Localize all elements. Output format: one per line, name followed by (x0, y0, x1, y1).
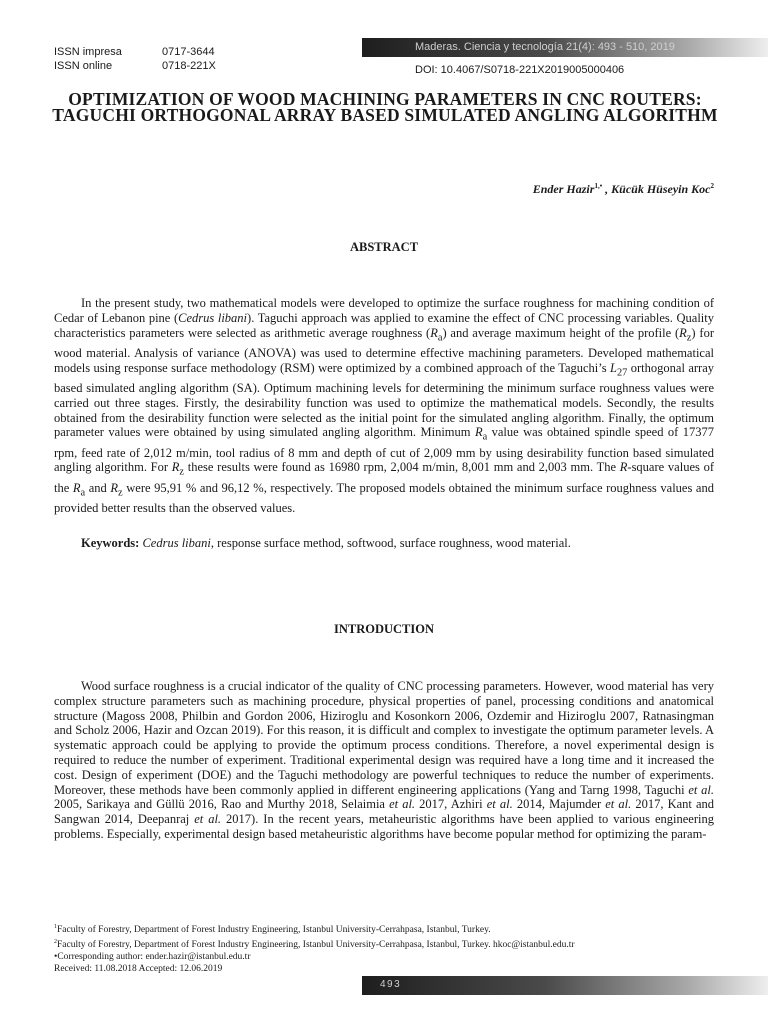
footnote-2 (54, 936, 575, 951)
symbol-l: L (610, 360, 617, 375)
abstract-span: orthogonal array based simulated angling algorithm (SA). Optimum machining levels for determining the minimum surface roughness values were carried out three stages. Firstly, the desirability function was used to optimize the mathematical models. Secondly, the results obtained from the desirability function were selected as the initial point for the simulated angling algorithm. Finally, the optimum parameter values were obtained by using simulated angling algorithm. Minimum (54, 360, 715, 440)
paper-title: OPTIMIZATION OF WOOD MACHINING PARAMETERS IN CNC ROUTERS: TAGUCHI ORTHOGONAL ARRAY BASED SIMULATED ANGLING ALGORITHM (52, 89, 718, 125)
symbol-sub: a (482, 431, 488, 443)
abstract-span: these results were found as 16980 rpm, 2,004 m/min, 8,001 mm and 2,003 mm. The (184, 460, 620, 475)
author-2-affiliation: 2 (710, 182, 714, 190)
issn-print-label: ISSN impresa (54, 46, 122, 58)
et-al: et al. (605, 797, 632, 812)
authors (533, 182, 714, 197)
issn-online-label: ISSN online (54, 60, 113, 72)
author-1: Ender Hazir (532, 182, 595, 196)
abstract-span: ) for wood material. Analysis of variance (ANOVA) was used to determine effective machining parameters. Developed mathematical models using response surface methodology (RSM) were optimized by a combined approach of the Taguchi’s (54, 325, 714, 375)
abstract-span: were 95,91 % and 96,12 %, respectively. The proposed models obtained the minimum surface roughness values and provided better results than the observed values. (54, 480, 714, 516)
symbol-r: R (110, 480, 119, 495)
introduction-heading: INTRODUCTION (333, 622, 434, 636)
symbol-r: R (72, 480, 81, 495)
doi: DOI: 10.4067/S0718-221X2019005000406 (415, 64, 625, 76)
symbol-sub: 27 (616, 367, 628, 379)
abstract-span: value was obtained spindle speed of 17377 rpm, feed rate of 2,012 m/min, tool radius of 8 mm and depth of cut of 2,009 mm by using desirability function based simulated angling algorithm. For (54, 425, 714, 475)
footnotes (54, 921, 575, 975)
species-name: Cedrus libani (178, 310, 248, 325)
symbol-sub: z (118, 487, 123, 499)
page-footer-bar (362, 976, 768, 995)
symbol-r: R (430, 325, 438, 340)
symbol-r: R (474, 425, 483, 440)
introduction-text (54, 679, 714, 842)
abstract-span: and (85, 480, 111, 495)
received-accepted: Received: 11.08.2018 Accepted: 12.06.2019 (54, 964, 223, 975)
symbol-sub: z (179, 466, 185, 478)
abstract-heading: ABSTRACT (349, 240, 419, 254)
abstract-span: -square values of the (54, 460, 714, 495)
intro-span: 2017). In the recent years, metaheuristic algorithms have been applied to various engineering problems. Especially, experimental design based metaheuristic algorithms have become popular method for optimizing the param- (54, 812, 714, 841)
abstract-text (54, 296, 714, 516)
issn-online-value: 0718-221X (162, 60, 216, 72)
intro-span: 2014, Majumder (512, 797, 606, 812)
keywords (81, 536, 571, 551)
symbol-sub: z (686, 332, 692, 344)
et-al: et al. (389, 797, 416, 812)
symbol-r: R (619, 460, 628, 475)
intro-span: 2017, Azhiri (415, 797, 487, 812)
author-1-affiliation: 1,• (594, 182, 603, 190)
intro-span: 2005, Sarikaya and Güllü 2016, Rao and Murthy 2018, Selaimia (54, 797, 390, 812)
keywords-species: Cedrus libani (142, 536, 211, 550)
footnote-2-text: Faculty of Forestry, Department of Forest Industry Engineering, Istanbul University-Cerrahpasa, Istanbul, Turkey. hkoc@istanbul.edu.tr (57, 940, 575, 951)
keywords-list: , response surface method, softwood, surface roughness, wood material. (210, 536, 571, 550)
abstract-span: ). Taguchi approach was applied to examine the effect of CNC processing variables. Quality characteristics parameters were selected as arithmetic average roughness ( (54, 310, 714, 340)
symbol-sub: a (437, 332, 443, 344)
intro-span: 2017, Kant and Sangwan 2014, Deepanraj (54, 797, 715, 827)
symbol-r: R (679, 325, 687, 340)
et-al: et al. (194, 812, 222, 827)
corresponding-author: •Corresponding author: ender.hazir@istanbul.edu.tr (54, 952, 251, 963)
abstract-span: In the present study, two mathematical models were developed to optimize the surface roughness for machining condition of Cedar of Lebanon pine ( (54, 296, 714, 325)
symbol-sub: a (80, 487, 86, 499)
et-al: et al. (486, 797, 513, 812)
footnote-1 (54, 921, 575, 936)
journal-citation: Maderas. Ciencia y tecnología 21(4): 493 - 510, 2019 (415, 41, 675, 53)
abstract-span: ) and average maximum height of the profile ( (442, 325, 680, 340)
author-2: Kücük Hüseyin Koc (611, 182, 711, 196)
et-al: et al. (688, 782, 714, 797)
footnote-2-marker: 2 (54, 939, 57, 946)
footnote-1-text: Faculty of Forestry, Department of Forest Industry Engineering, Istanbul University-Cerrahpasa, Istanbul, Turkey. (57, 925, 491, 936)
keywords-label: Keywords: (81, 536, 140, 550)
author-separator: , (602, 182, 612, 196)
issn-block (54, 45, 216, 73)
issn-print-value: 0717-3644 (162, 46, 215, 58)
intro-span: Wood surface roughness is a crucial indicator of the quality of CNC processing parameters. However, wood material has very complex structure parameters such as machining procedure, physical properties of panel, processing conditions and anatomical structure (Magoss 2008, Philbin and Gordon 2006, Hiziroglu and Kosonkorn 2006, Ozdemir and Hiziroglu 2007, Ratnasingman and Scholz 2006, Hazir and Ozcan 2019). For this reason, it is difficult and complex to investigate the optimum parameter levels. A systematic approach could be applying to provide the optimum process conditions. Therefore, a novel experimental design is required to reduce the number of experiment. Traditional experimental design was required have a long time and it increased the cost. Design of experiment (DOE) and the Taguchi methodology are powerful techniques to reduce the number of experiments. Moreover, these methods have been commonly applied in different engineering applications (Yang and Tarng 1998, Taguchi (54, 679, 714, 797)
page-number: 493 (380, 979, 402, 990)
symbol-r: R (171, 460, 180, 475)
footnote-1-marker: 1 (54, 924, 57, 930)
